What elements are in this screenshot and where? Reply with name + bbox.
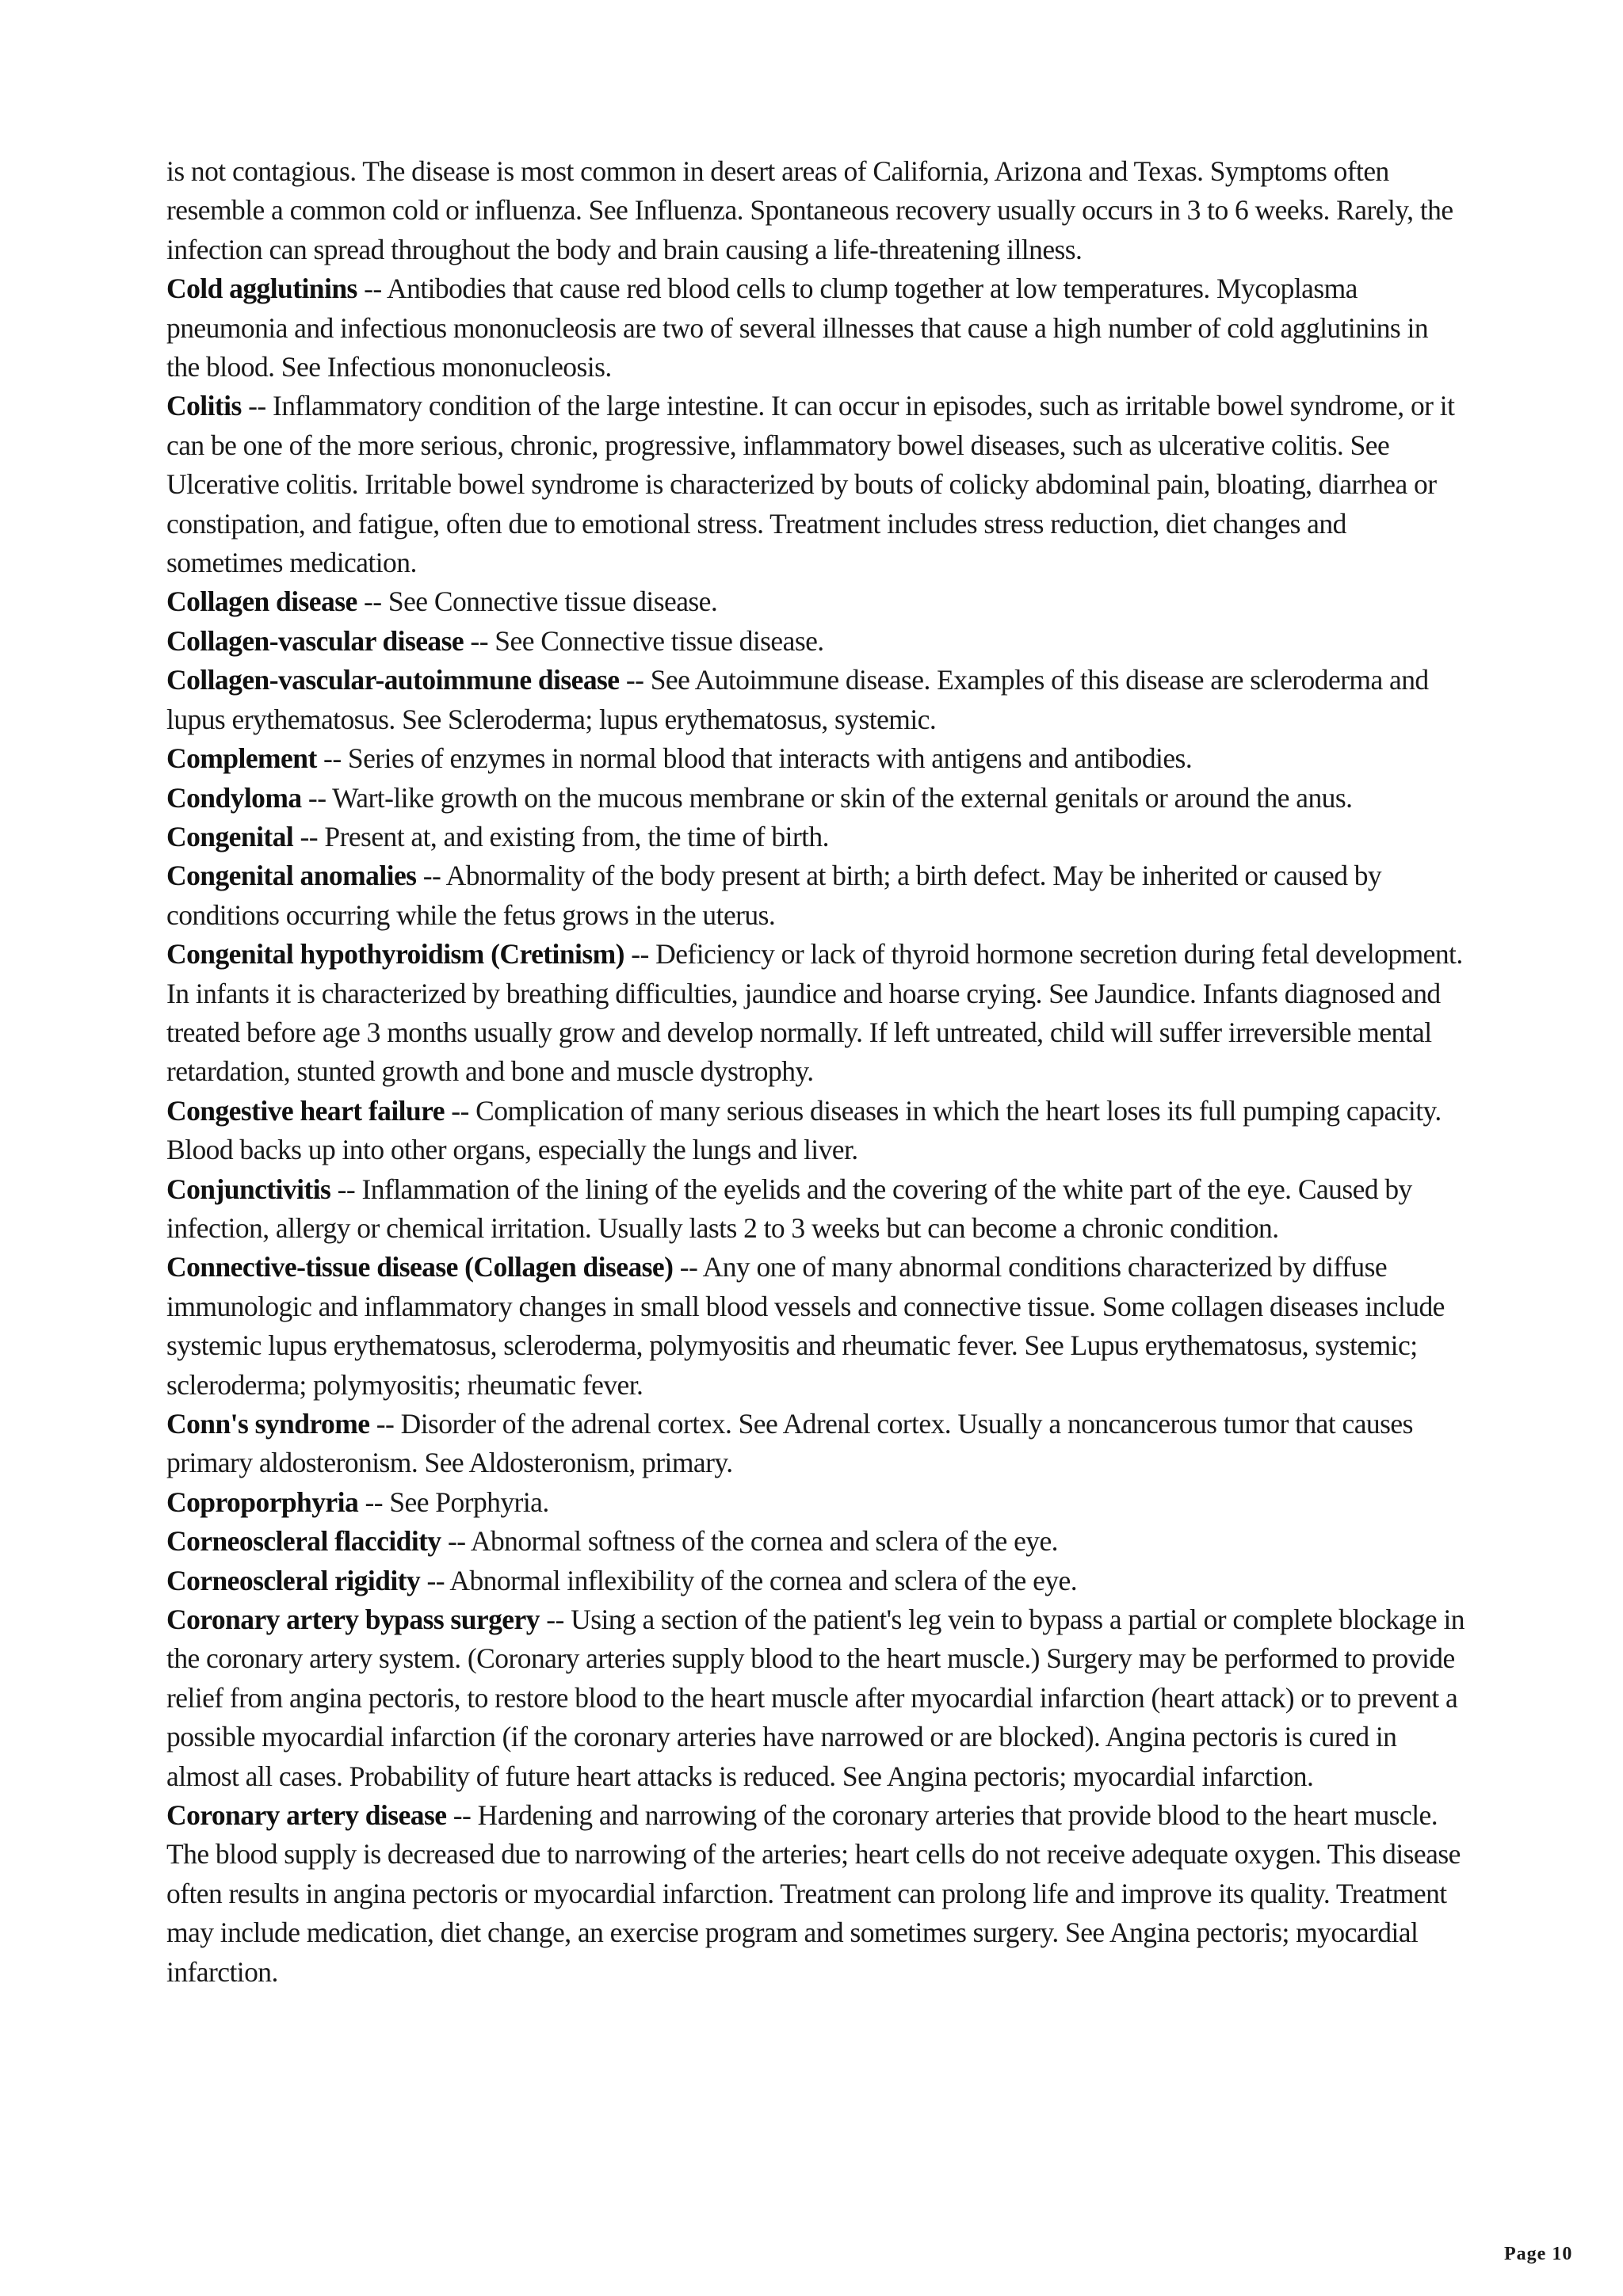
entry-definition: -- Wart-like growth on the mucous membrane or skin of the external genitals or around the anus. [301, 781, 1353, 814]
entry-term: Corneoscleral rigidity [166, 1564, 421, 1596]
entry-term: Complement [166, 742, 317, 775]
entry-definition: -- Present at, and existing from, the time of birth. [293, 820, 829, 852]
entry-definition: -- Abnormal inflexibility of the cornea and sclera of the eye. [420, 1564, 1078, 1596]
entry-definition: -- See Porphyria. [358, 1486, 549, 1518]
entry-term: Coronary artery disease [166, 1799, 447, 1832]
entry-definition: -- Any one of many abnormal conditions characterized by diffuse immunologic and inflammatory changes in small blood vessels and connective tissue. Some collagen diseases include systemic lupus erythematosus, scleroderma, polymyositis and rheumatic fever. See Lupus erythematosus, systemic; scleroderma; polymyositis; rheumatic fever. [166, 1251, 1445, 1401]
entry-definition: -- See Autoimmune disease. Examples of this disease are scleroderma and lupus erythematosus. See Scleroderma; lupus erythematosus, systemic. [166, 664, 1429, 735]
glossary-entry [166, 1405, 1466, 1483]
entry-term: Connective-tissue disease (Collagen disease) [166, 1251, 674, 1283]
glossary-entries [166, 269, 1466, 1992]
entry-definition: -- Inflammation of the lining of the eyelids and the covering of the white part of the eye. Caused by infection, allergy or chemical irritation. Usually lasts 2 to 3 weeks but can become a chronic condition. [166, 1173, 1412, 1244]
glossary-entry [166, 1796, 1466, 1992]
glossary-entry [166, 856, 1466, 935]
glossary-entry [166, 1522, 1466, 1561]
entry-term: Congenital anomalies [166, 860, 417, 892]
glossary-entry [166, 935, 1466, 1092]
entry-definition: -- Inflammatory condition of the large intestine. It can occur in episodes, such as irritable bowel syndrome, or it can be one of the more serious, chronic, progressive, inflammatory bowel diseases, such as ulcerative colitis. See Ulcerative colitis. Irritable bowel syndrome is characterized by bouts of colicky abdominal pain, bloating, diarrhea or constipation, and fatigue, often due to emotional stress. Treatment includes stress reduction, diet changes and sometimes medication. [166, 390, 1455, 579]
glossary-entry [166, 1600, 1466, 1796]
entry-definition: -- See Connective tissue disease. [464, 624, 824, 657]
entry-term: Condyloma [166, 781, 302, 814]
entry-definition: -- Series of enzymes in normal blood that interacts with antigens and antibodies. [316, 742, 1193, 775]
entry-definition: -- Abnormal softness of the cornea and sclera of the eye. [441, 1525, 1059, 1558]
entry-term: Corneoscleral flaccidity [166, 1525, 441, 1558]
glossary-entry [166, 1092, 1466, 1170]
glossary-body [166, 152, 1466, 1992]
entry-term: Coproporphyria [166, 1486, 359, 1518]
glossary-entry [166, 387, 1466, 582]
glossary-entry [166, 779, 1466, 818]
glossary-entry [166, 1248, 1466, 1405]
entry-definition: -- See Connective tissue disease. [357, 585, 718, 618]
page-number: Page 10 [1504, 2244, 1573, 2264]
entry-definition: -- Abnormality of the body present at birth; a birth defect. May be inherited or caused by conditions occurring while the fetus grows in the uterus. [166, 860, 1382, 931]
entry-term: Collagen disease [166, 585, 357, 618]
entry-definition: -- Complication of many serious diseases in which the heart loses its full pumping capacity. Blood backs up into other organs, especially the lungs and liver. [166, 1094, 1442, 1166]
continuation-paragraph: is not contagious. The disease is most common in desert areas of California, Arizona and Texas. Symptoms often resemble a common cold or influenza. See Influenza. Spontaneous recovery usually occurs in 3 to 6 weeks. Rarely, the infection can spread throughout the body and brain causing a life-threatening illness. [166, 155, 1453, 265]
glossary-entry [166, 818, 1466, 856]
glossary-entry [166, 582, 1466, 621]
entry-term: Congestive heart failure [166, 1094, 445, 1127]
glossary-entry [166, 1170, 1466, 1249]
entry-term: Collagen-vascular disease [166, 624, 464, 657]
glossary-entry [166, 739, 1466, 778]
entry-definition: -- Using a section of the patient's leg vein to bypass a partial or complete blockage in the coronary artery system. (Coronary arteries supply blood to the heart muscle.) Surgery may be performed to provide relief from angina pectoris, to restore blood to the heart muscle after myocardial infarction (heart attack) or to prevent a possible myocardial infarction (if the coronary arteries have narrowed or are blocked). Angina pectoris is cured in almost all cases. Probability of future heart attacks is reduced. See Angina pectoris; myocardial infarction. [166, 1604, 1465, 1792]
glossary-entry [166, 661, 1466, 739]
entry-definition: -- Hardening and narrowing of the coronary arteries that provide blood to the heart muscle. The blood supply is decreased due to narrowing of the arteries; heart cells do not receive adequate oxygen. This disease often results in angina pectoris or myocardial infarction. Treatment can prolong life and improve its quality. Treatment may include medication, diet change, an exercise program and sometimes surgery. See Angina pectoris; myocardial infarction. [166, 1799, 1461, 1988]
glossary-entry [166, 1483, 1466, 1522]
entry-term: Cold agglutinins [166, 273, 357, 305]
entry-term: Congenital [166, 820, 294, 852]
entry-term: Coronary artery bypass surgery [166, 1604, 540, 1636]
glossary-entry [166, 269, 1466, 387]
entry-term: Conjunctivitis [166, 1173, 331, 1205]
entry-term: Colitis [166, 390, 242, 422]
entry-definition: -- Antibodies that cause red blood cells to clump together at low temperatures. Mycoplasma pneumonia and infectious mononucleosis are two of several illnesses that cause a high number of cold agglutinins in the blood. See Infectious mononucleosis. [166, 273, 1429, 383]
entry-term: Congenital hypothyroidism (Cretinism) [166, 938, 624, 971]
glossary-entry [166, 622, 1466, 661]
entry-definition: -- Disorder of the adrenal cortex. See Adrenal cortex. Usually a noncancerous tumor that causes primary aldosteronism. See Aldosteronism, primary. [166, 1408, 1413, 1479]
glossary-entry [166, 1562, 1466, 1600]
entry-term: Conn's syndrome [166, 1408, 370, 1440]
entry-definition: -- Deficiency or lack of thyroid hormone secretion during fetal development. In infants it is characterized by breathing difficulties, jaundice and hoarse crying. See Jaundice. Infants diagnosed and treated before age 3 months usually grow and develop normally. If left untreated, child will suffer irreversible mental retardation, stunted growth and bone and muscle dystrophy. [166, 938, 1463, 1088]
entry-term: Collagen-vascular-autoimmune disease [166, 664, 620, 696]
